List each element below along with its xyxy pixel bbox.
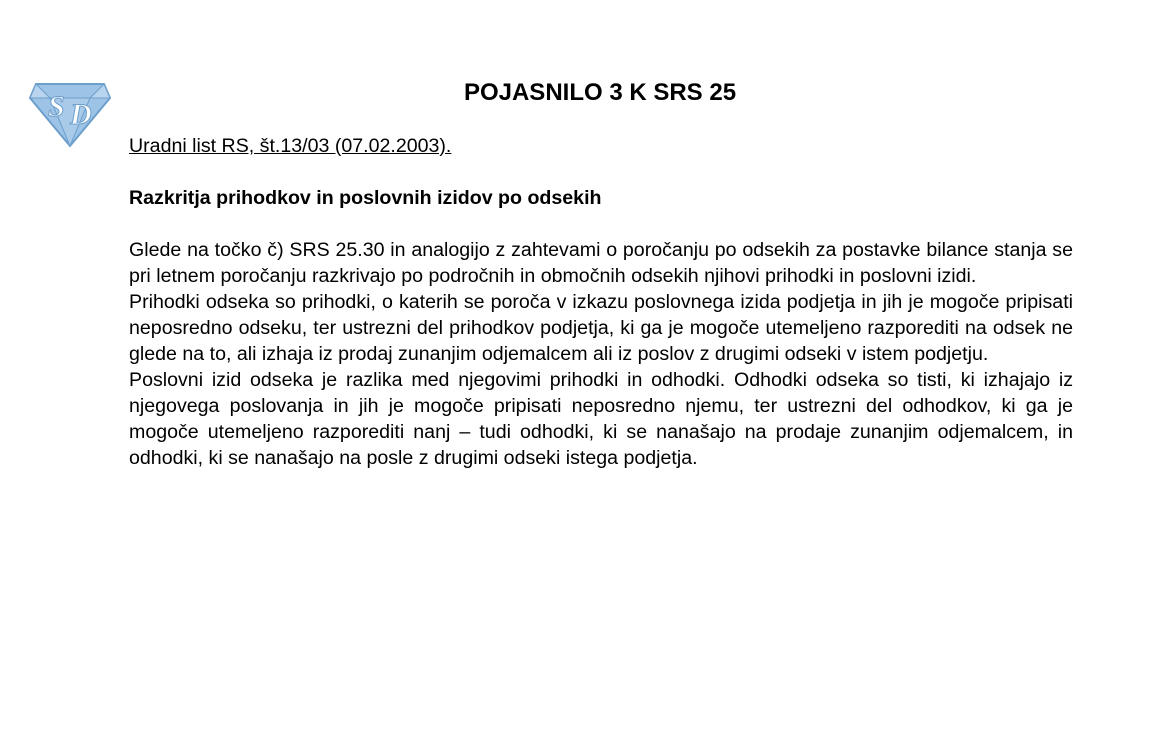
svg-text:D: D [70, 98, 92, 131]
paragraph-3: Poslovni izid odseka je razlika med njegovimi prihodki in odhodki. Odhodki odseka so tisti, ki izhajajo iz njegovega poslovanja in jih je mogoče pripisati neposredno njemu, ter ustrezni del odhodkov, ki ga je mogoče utemeljeno razporediti nanj – tudi odhodki, ki se nanašajo na prodaje zunanjim odjemalcem, in odhodki, ki se nanašajo na posle z drugimi odseki istega podjetja. [129, 369, 1073, 469]
page-title: POJASNILO 3 K SRS 25 [463, 79, 737, 106]
section-heading: Razkritja prihodkov in poslovnih izidov po odsekih [129, 187, 602, 209]
svg-text:S: S [48, 90, 65, 123]
paragraph-1: Glede na točko č) SRS 25.30 in analogijo z zahtevami o poročanju po odsekih za postavke bilance stanja se pri letnem poročanju razkrivajo po področnih in območnih odsekih njihovi prihodki in poslovni izidi. [129, 239, 1073, 287]
document-body [129, 133, 1073, 471]
paragraph-2: Prihodki odseka so prihodki, o katerih se poroča v izkazu poslovnega izida podjetja in jih je mogoče pripisati neposredno odseku, ter ustrezni del prihodkov podjetja, ki ga je mogoče utemeljeno razporediti na odsek ne glede na to, ali izhaja iz prodaj zunanjim odjemalcem ali iz poslov z drugimi odseki v istem podjetju. [129, 291, 1073, 365]
gazette-reference: Uradni list RS, št.13/03 (07.02.2003). [129, 135, 452, 157]
